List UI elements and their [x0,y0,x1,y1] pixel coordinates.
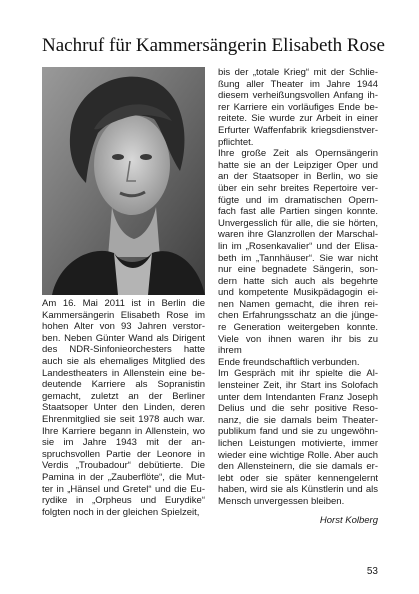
text-line: Mensch unvergessen bleiben. [218,495,345,507]
text-line: an der Staatsoper in Berlin, wo sie [218,171,378,183]
text-line: spruchsvollen Partie der Leonore in [42,448,205,460]
text-line: und kompetente Musikpädagogin ei- [218,287,378,299]
text-line: waren ihre Glanzrollen der Marschal- [218,229,378,241]
text-line: nen Namen gemacht, die ihren rei- [218,298,378,310]
text-line: Pamina in der „Zauberflöte“, die Mut- [42,471,205,483]
text-line: publikum fand und sie zu ungewöhn- [218,426,378,438]
text-line: haben, wird sie als Künstlerin und als [218,484,378,496]
text-line: diesem verheißungsvollen Anfang ih- [218,90,378,102]
text-line: auch sie als ehemaliges Mitglied des [42,355,205,367]
author-signature: Horst Kolberg [319,515,378,526]
text-line: Ende freundschaftlich verbunden. [218,356,360,368]
text-line: reitete. Sie wurde zur Arbeit in einer [218,113,378,125]
text-line: ben. Neben Günter Wand als Dirigent [42,332,205,344]
text-line: hohen Alter von 93 Jahren verstor- [42,321,205,333]
text-line: beth im „Tannhäuser“. Sie war nicht [218,252,378,264]
text-line: den Allensteinern, die sie damals er- [218,461,378,473]
text-line: re Generation weitergeben konnte. [218,322,378,334]
article-text-right-column [218,67,378,508]
page-number: 53 [366,566,378,577]
text-line: folgten noch in der gleichen Spielzeit, [42,506,200,518]
text-line: lin im „Rosenkavalier“ und der Elisa- [218,240,378,252]
text-line: Ihre Karriere begann in Allenstein, wo [42,425,205,437]
text-line: Staatsoper Unter den Linden, deren [42,402,205,414]
text-line: nur eine begnadete Sängerin, son- [218,264,378,276]
text-line: chen Erfahrungsschatz an die jünge- [218,310,378,322]
text-line: rydike in „Orpheus und Eurydike“ [42,495,205,507]
text-line: Kammersängerin Elisabeth Rose im [42,309,205,321]
text-line: Viele von ihnen waren ihr bis zu ihrem [218,333,378,357]
text-line: lichen Leistungen motivierte, immer [218,438,378,449]
text-line: gemacht, zuletzt an der Berliner [42,390,205,402]
text-line: fügte und im dramatischen Opern- [218,194,378,206]
text-line: hatte sie an der Leipziger Oper und [218,159,378,171]
text-line: Ihre große Zeit als Opernsängerin [218,148,378,160]
portrait-photo-icon [42,67,205,295]
text-line: bis der „totale Krieg“ mit der Schlie- [218,67,378,78]
text-line: Delius und die sehr positive Reso- [218,403,378,415]
text-line: über ein sehr breites Repertoire ver- [218,182,378,194]
text-line: Ehrenmitglied sie seit 1978 auch war. [42,413,205,425]
text-line: Landestheaters in Allenstein eine be- [42,367,205,379]
text-line: Im Gespräch mit ihr spielte die Al- [218,368,378,380]
text-line: ter in „Hänsel und Gretel“ und die Eu- [42,483,205,495]
text-line: pflichtet. [218,136,254,148]
text-line: ßung aller Theater im Jahre 1944 [218,78,378,90]
text-line: dern hatte sich auch als begehrte [218,275,378,287]
text-line: unter dem Intendanten Franz Joseph [218,391,378,403]
text-line: Verdis „Troubadour“ debütierte. Die [42,460,205,472]
text-line: lensteiner Zeit, ihr Start ins Solofach [218,380,378,392]
text-line: Erfurter Waffenfabrik kriegsdienstver- [218,124,378,136]
text-line: fach fast alle Partien singen konnte. [218,206,378,218]
text-line: rer Karriere ein vorläufiges Ende be- [218,101,378,113]
text-line: Unvergesslich für alle, die sie hörten, [218,217,378,229]
portrait-photo [42,67,205,295]
text-line: des NDR-Sinfonieorchesters hatte [42,344,205,356]
text-line: Am 16. Mai 2011 ist in Berlin die [42,298,205,309]
text-line: nanz, die sie damals beim Theater- [218,414,378,426]
text-line: lebt oder sie später kennengelernt [218,472,378,484]
text-line: wieder eine wichtige Rolle. Aber auch [218,449,378,461]
text-line: sie im Jahre 1943 mit der an- [42,437,205,449]
text-line: deutende Karriere als Sopranistin [42,379,205,391]
article-title: Nachruf für Kammersängerin Elisabeth Rose [42,35,385,56]
article-text-left-column [42,298,205,518]
